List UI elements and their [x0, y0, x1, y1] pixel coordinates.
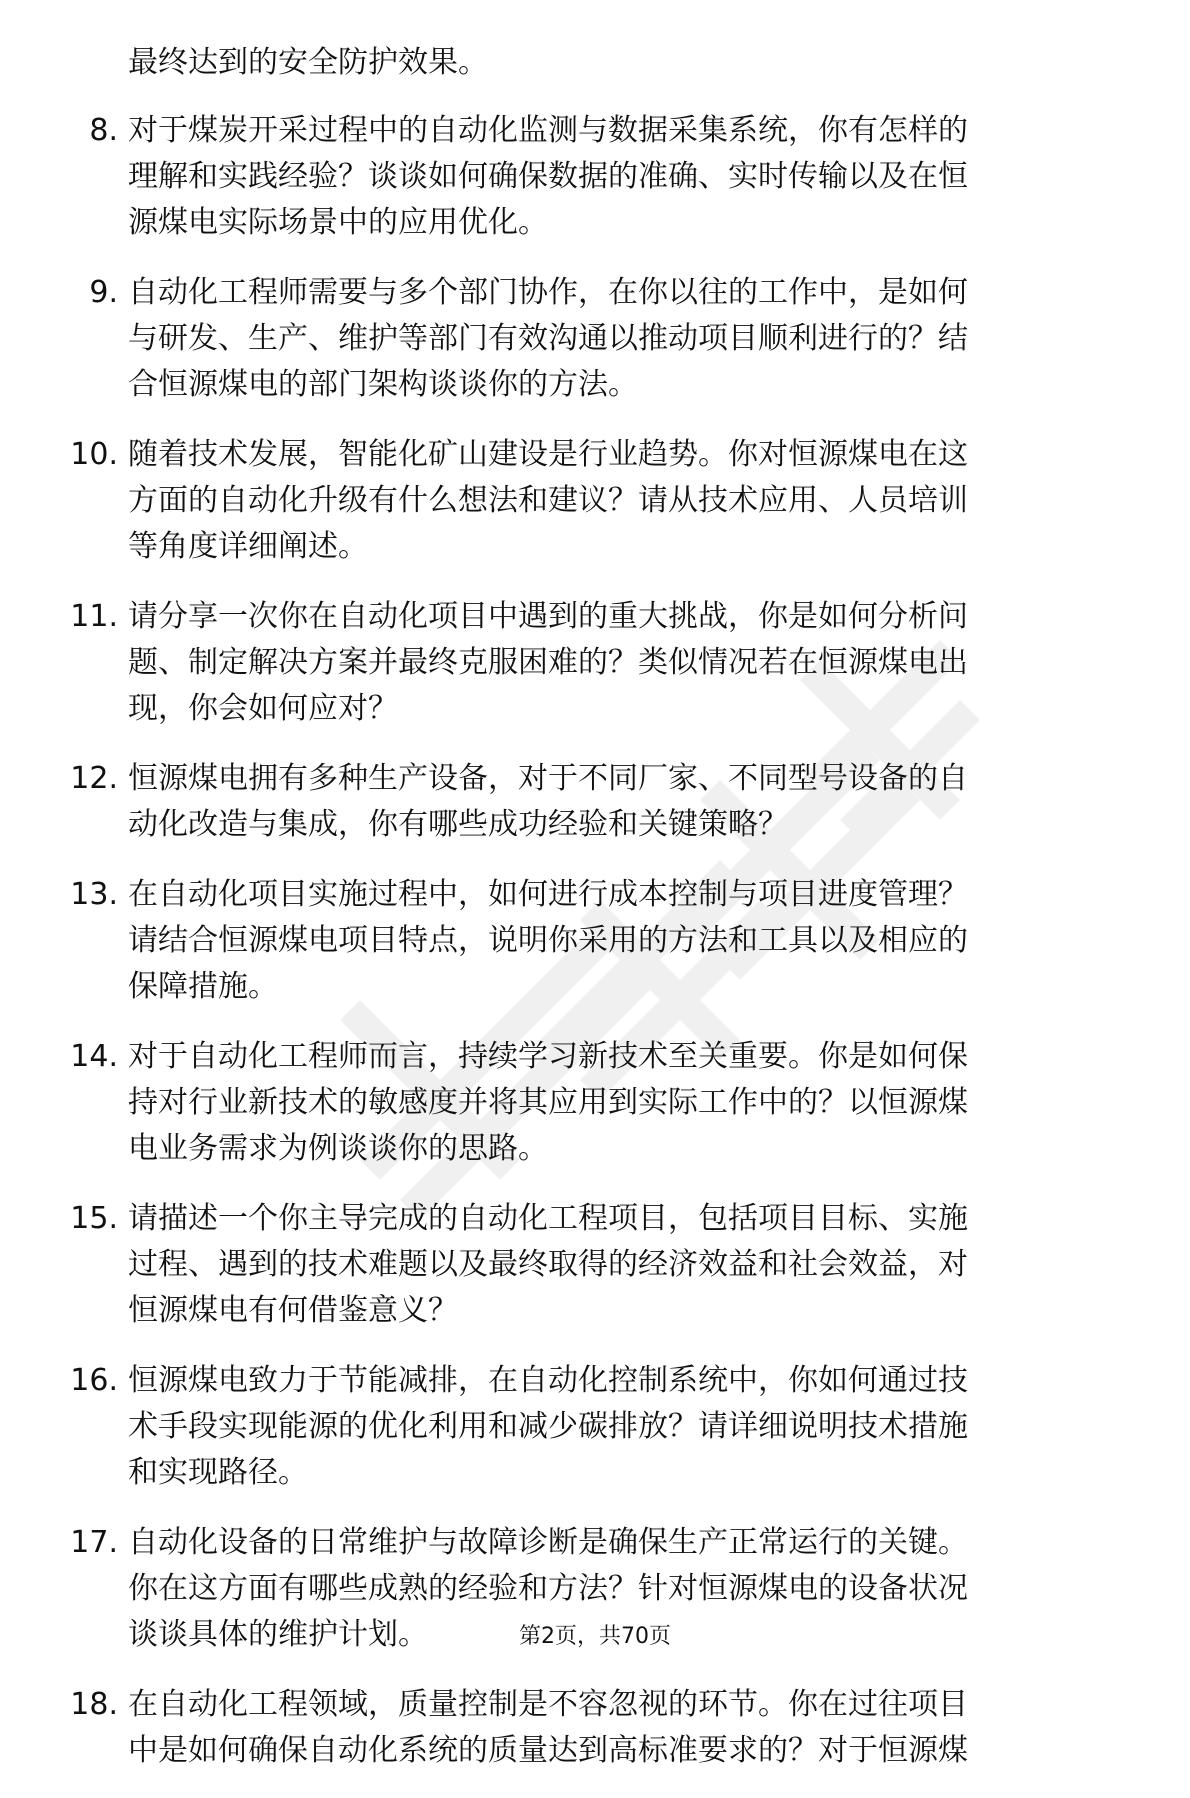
question-number: 11.	[70, 599, 118, 634]
question-text-line: 电业务需求为例谈谈你的思路。	[128, 1131, 548, 1166]
question-text	[128, 1196, 1120, 1334]
question-number: 14.	[70, 1039, 118, 1074]
question-text-line: 持对行业新技术的敏感度并将其应用到实际工作中的？以恒源煤	[128, 1085, 968, 1120]
question-number-cell	[70, 108, 128, 154]
question-item	[70, 1196, 1120, 1334]
question-item	[70, 1034, 1120, 1172]
question-number-cell	[70, 1520, 128, 1566]
question-number-cell	[70, 270, 128, 316]
page-footer: 第2页，共70页	[519, 1624, 671, 1649]
question-text-line: 保障措施。	[128, 969, 278, 1004]
question-text	[128, 432, 1120, 570]
question-text-line: 现，你会如何应对？	[128, 691, 398, 726]
question-number: 15.	[70, 1201, 118, 1236]
question-number: 16.	[70, 1363, 118, 1398]
question-number-cell	[70, 1196, 128, 1242]
question-text-line: 合恒源煤电的部门架构谈谈你的方法。	[128, 367, 638, 402]
question-text-line: 对于煤炭开采过程中的自动化监测与数据采集系统，你有怎样的	[128, 113, 968, 148]
question-number: 18.	[70, 1687, 118, 1722]
question-text-line: 在自动化工程领域，质量控制是不容忽视的环节。你在过往项目	[128, 1687, 968, 1722]
continuation-line: 最终达到的安全防护效果。	[128, 45, 488, 80]
question-text-line: 过程、遇到的技术难题以及最终取得的经济效益和社会效益，对	[128, 1247, 968, 1282]
question-text-line: 动化改造与集成，你有哪些成功经验和关键策略？	[128, 807, 788, 842]
question-number-cell	[70, 432, 128, 478]
question-text-line: 和实现路径。	[128, 1455, 308, 1490]
question-text	[128, 270, 1120, 408]
question-text-line: 等角度详细阐述。	[128, 529, 368, 564]
question-text	[128, 1682, 1120, 1774]
question-text-line: 恒源煤电致力于节能减排，在自动化控制系统中，你如何通过技	[128, 1363, 968, 1398]
question-number: 13.	[70, 877, 118, 912]
question-number-cell	[70, 594, 128, 640]
question-text-line: 自动化设备的日常维护与故障诊断是确保生产正常运行的关键。	[128, 1525, 968, 1560]
question-number: 8.	[89, 113, 118, 148]
question-text-line: 恒源煤电拥有多种生产设备，对于不同厂家、不同型号设备的自	[128, 761, 968, 796]
question-number-cell	[70, 756, 128, 802]
question-list	[70, 40, 1120, 1798]
question-text-line: 中是如何确保自动化系统的质量达到高标准要求的？对于恒源煤	[128, 1733, 968, 1768]
question-text	[128, 594, 1120, 732]
question-text-line: 请结合恒源煤电项目特点，说明你采用的方法和工具以及相应的	[128, 923, 968, 958]
question-item	[70, 1682, 1120, 1774]
question-text	[128, 1358, 1120, 1496]
question-text-line: 请描述一个你主导完成的自动化工程项目，包括项目目标、实施	[128, 1201, 968, 1236]
question-item	[70, 756, 1120, 848]
question-text-line: 方面的自动化升级有什么想法和建议？请从技术应用、人员培训	[128, 483, 968, 518]
question-number: 17.	[70, 1525, 118, 1560]
question-item	[70, 594, 1120, 732]
question-number-cell	[70, 1682, 128, 1728]
question-text-line: 随着技术发展，智能化矿山建设是行业趋势。你对恒源煤电在这	[128, 437, 968, 472]
question-item	[70, 270, 1120, 408]
question-text-line: 源煤电实际场景中的应用优化。	[128, 205, 548, 240]
question-text-line: 恒源煤电有何借鉴意义？	[128, 1293, 458, 1328]
question-item	[70, 108, 1120, 246]
question-text-line: 你在这方面有哪些成熟的经验和方法？针对恒源煤电的设备状况	[128, 1571, 968, 1606]
question-number: 9.	[89, 275, 118, 310]
question-number-cell	[70, 1034, 128, 1080]
question-item	[70, 1358, 1120, 1496]
question-text-line: 题、制定解决方案并最终克服困难的？类似情况若在恒源煤电出	[128, 645, 968, 680]
question-number: 12.	[70, 761, 118, 796]
question-text-line: 与研发、生产、维护等部门有效沟通以推动项目顺利进行的？结	[128, 321, 968, 356]
question-number: 10.	[70, 437, 118, 472]
question-text-line: 术手段实现能源的优化利用和减少碳排放？请详细说明技术措施	[128, 1409, 968, 1444]
question-item	[70, 872, 1120, 1010]
question-text	[128, 108, 1120, 246]
question-text	[128, 1034, 1120, 1172]
question-item	[70, 432, 1120, 570]
question-text-line: 理解和实践经验？谈谈如何确保数据的准确、实时传输以及在恒	[128, 159, 968, 194]
question-text	[128, 872, 1120, 1010]
question-text-line: 对于自动化工程师而言，持续学习新技术至关重要。你是如何保	[128, 1039, 968, 1074]
question-text-line: 谈谈具体的维护计划。	[128, 1617, 428, 1652]
question-text-line: 自动化工程师需要与多个部门协作，在你以往的工作中，是如何	[128, 275, 968, 310]
question-text-line: 在自动化项目实施过程中，如何进行成本控制与项目进度管理？	[128, 877, 968, 912]
question-number-cell	[70, 1358, 128, 1404]
question-text	[128, 756, 1120, 848]
question-number-cell	[70, 872, 128, 918]
questions-container	[70, 108, 1120, 1774]
question-text-line: 请分享一次你在自动化项目中遇到的重大挑战，你是如何分析问	[128, 599, 968, 634]
